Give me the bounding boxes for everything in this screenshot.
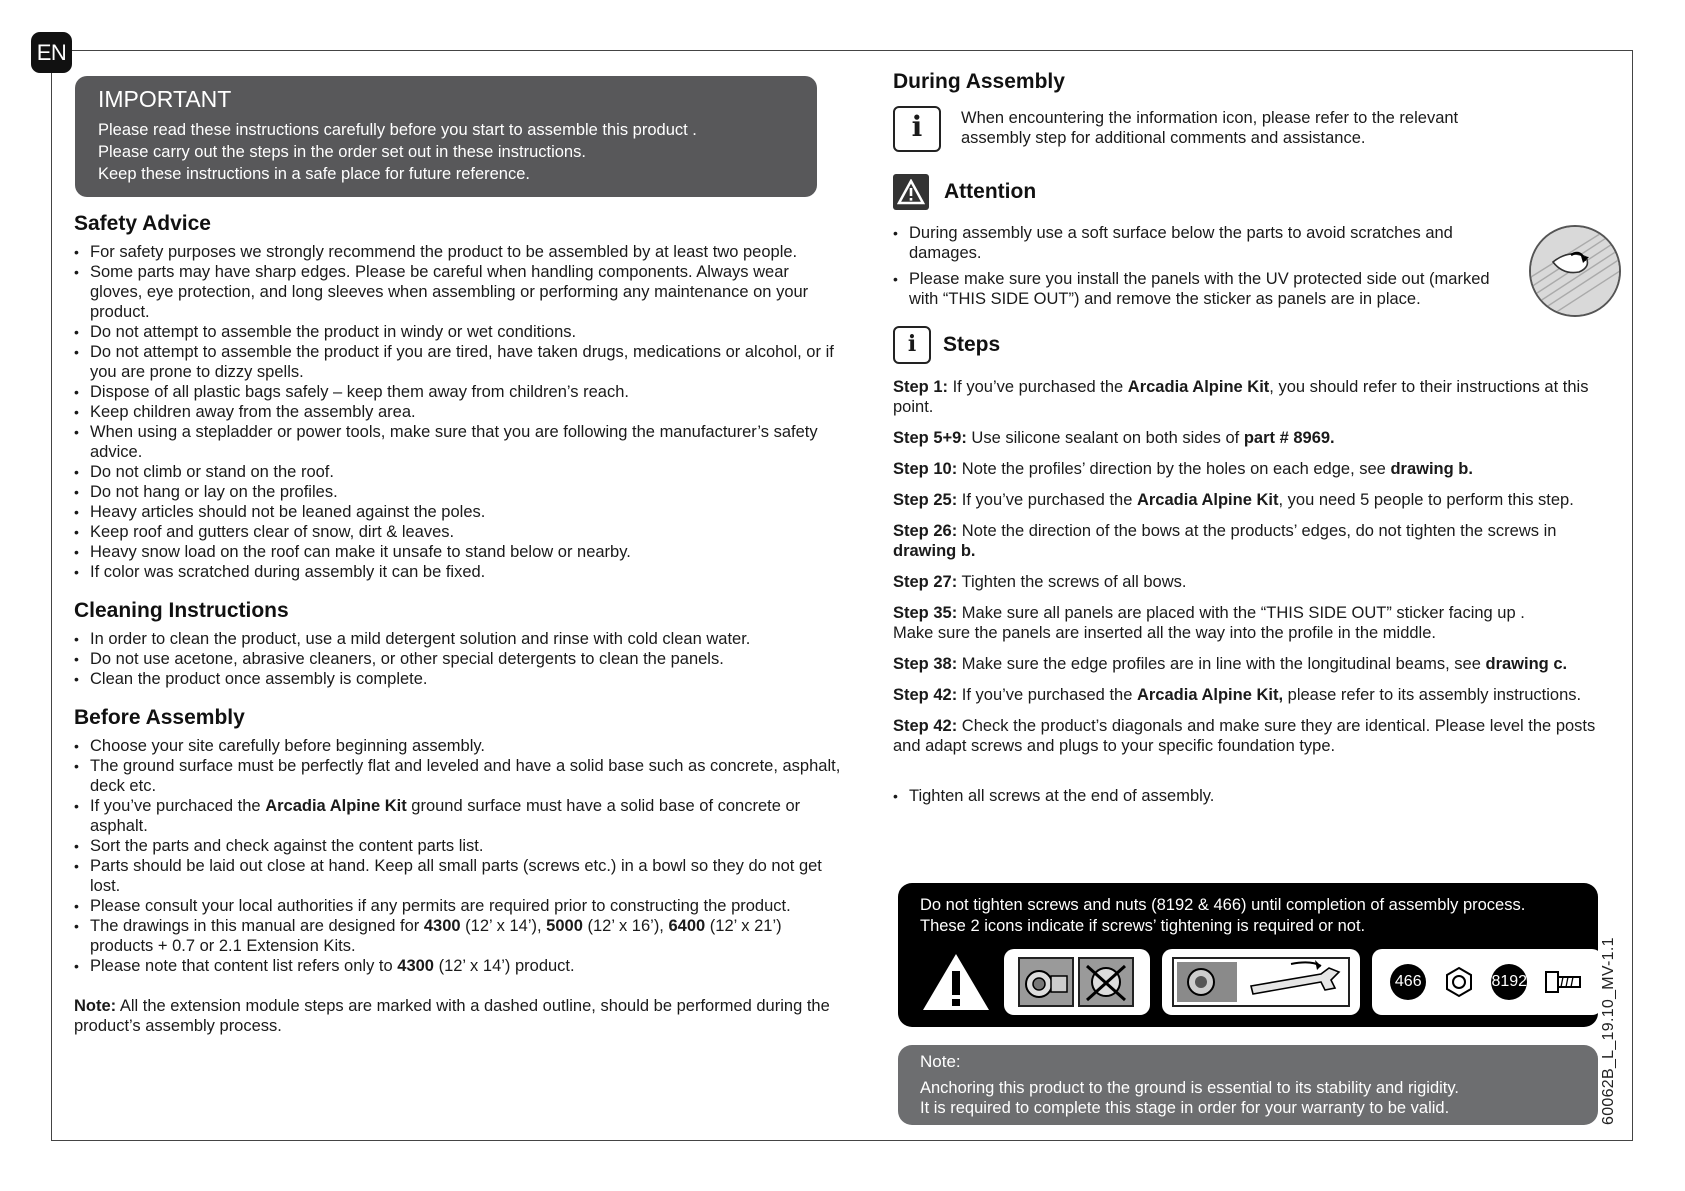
anchor-note-line: Anchoring this product to the ground is essential to its stability and rigidity. [920,1079,1459,1097]
loose-screws-icon [1017,956,1137,1008]
warning-triangle-icon [920,951,992,1013]
info-row [893,106,1615,152]
step-item: Step 27: Tighten the screws of all bows. [893,573,1187,591]
warning-icon [893,174,929,210]
list-item: • Dispose of all plastic bags safely – keep them away from children’s reach. [74,382,842,402]
safety-title: Safety Advice [74,212,211,235]
screws-warning-box [898,883,1598,1027]
step-item: Step 25: If you’ve purchased the Arcadia Alpine Kit, you need 5 people to perform this step. [893,491,1574,509]
list-item: • Choose your site carefully before beginning assembly. [74,736,842,756]
step-item: Step 1: If you’ve purchased the Arcadia Alpine Kit, you should refer to their instructions at this point. [893,378,1589,416]
final-bullet: • Tighten all screws at the end of assembly. [893,786,1615,806]
list-item: • For safety purposes we strongly recommend the product to be assembled by at least two people. [74,242,842,262]
list-item: • Do not attempt to assemble the product if you are tired, have taken drugs, medications or alcohol, or if you are prone to dizzy spells. [74,342,842,382]
list-item: • Sort the parts and check against the content parts list. [74,836,842,856]
right-column [893,70,1615,806]
language-badge: EN [31,32,72,73]
info-icon: i [893,326,931,364]
important-line: Keep these instructions in a safe place for future reference. [98,165,530,183]
wrench-tighten-icon [1171,956,1351,1008]
extension-note: Note: All the extension module steps are marked with a dashed outline, should be performed during the product’s assembly process. [74,997,830,1035]
list-item: • In order to clean the product, use a mild detergent solution and rinse with cold clean water. [74,629,842,649]
list-item: • Heavy articles should not be leaned against the poles. [74,502,842,522]
list-item: • When using a stepladder or power tools, make sure that you are following the manufacturer’s safety advice. [74,422,842,462]
list-item: • The ground surface must be perfectly flat and leveled and have a solid base such as concrete, asphalt, deck etc. [74,756,842,796]
steps-list [893,377,1615,756]
important-box [75,76,817,197]
info-text: When encountering the information icon, please refer to the relevant assembly step for additional comments and assistance. [961,109,1459,147]
list-item: • Do not attempt to assemble the product in windy or wet conditions. [74,322,842,342]
list-item: • Clean the product once assembly is complete. [74,669,842,689]
step-item: Step 42: If you’ve purchased the Arcadia Alpine Kit, please refer to its assembly instructions. [893,686,1582,704]
nut-icon [1443,966,1475,998]
anchor-note-title: Note: [920,1052,961,1071]
attention-header [893,174,1615,210]
list-item: • Do not use acetone, abrasive cleaners, or other special detergents to clean the panels. [74,649,842,669]
step-item: Step 26: Note the direction of the bows at the products’ edges, do not tighten the screws in drawing b. [893,522,1557,560]
before-list [74,736,842,976]
list-item: • During assembly use a soft surface below the parts to avoid scratches and damages. [893,223,1513,263]
steps-title: Steps [943,333,1001,356]
part-466-badge: 466 [1390,964,1426,1000]
part-8192-badge: 8192 [1491,964,1527,1000]
safety-list [74,242,842,582]
list-item: • Heavy snow load on the roof can make it unsafe to stand below or nearby. [74,542,842,562]
screws-icon-row [920,949,1614,1015]
final-list [893,786,1615,806]
during-title: During Assembly [893,70,1065,93]
list-item: • Please note that content list refers only to 4300 (12’ x 14’) product. [74,956,842,976]
list-item: • Please consult your local authorities if any permits are required prior to constructing the product. [74,896,842,916]
anchor-note-box [898,1045,1598,1125]
list-item: • If you’ve purchaced the Arcadia Alpine Kit ground surface must have a solid base of concrete or asphalt. [74,796,842,836]
list-item: • Some parts may have sharp edges. Please be careful when handling components. Always wear gloves, eye protection, and long sleeves when assembling or performing any maintenance on your product. [74,262,842,322]
before-title: Before Assembly [74,706,245,729]
no-tighten-icon-card [1004,949,1150,1015]
attention-list [893,223,1513,309]
list-item: • Do not climb or stand on the roof. [74,462,842,482]
screws-line: Do not tighten screws and nuts (8192 & 466) until completion of assembly process. [920,896,1526,914]
info-icon: i [893,106,941,152]
step-item: Step 10: Note the profiles’ direction by the holes on each edge, see drawing b. [893,460,1473,478]
anchor-note-line: It is required to complete this stage in order for your warranty to be valid. [920,1099,1450,1117]
list-item: • Keep roof and gutters clear of snow, dirt & leaves. [74,522,842,542]
important-line: Please carry out the steps in the order set out in these instructions. [98,143,586,161]
sticker-illustration-icon [1529,225,1621,317]
tighten-icon-card [1162,949,1360,1015]
list-item: • The drawings in this manual are designed for 4300 (12’ x 14’), 5000 (12’ x 16’), 6400 (12’ x 21’) products + 0.7 or 2.1 Extension Kits. [74,916,842,956]
list-item: • If color was scratched during assembly it can be fixed. [74,562,842,582]
list-item: • Do not hang or lay on the profiles. [74,482,842,502]
screws-line: These 2 icons indicate if screws’ tightening is required or not. [920,917,1366,935]
document-code: 60062B_L_19.10_MV-1.1 [1600,937,1617,1125]
important-line: Please read these instructions carefully before you start to assemble this product . [98,121,697,139]
step-item: Step 42: Check the product’s diagonals and make sure they are identical. Please level the posts and adapt screws and plugs to your specific foundation type. [893,717,1596,755]
step-item: Step 5+9: Use silicone sealant on both sides of part # 8969. [893,429,1335,447]
bolt-icon [1544,966,1584,998]
cleaning-title: Cleaning Instructions [74,599,289,622]
list-item: • Please make sure you install the panels with the UV protected side out (marked with “THIS SIDE OUT”) and remove the sticker as panels are in place. [893,269,1513,309]
cleaning-list [74,629,842,689]
left-column [74,76,842,1036]
steps-header [893,326,1615,364]
list-item: • Keep children away from the assembly area. [74,402,842,422]
list-item: • Parts should be laid out close at hand. Keep all small parts (screws etc.) in a bowl so they do not get lost. [74,856,842,896]
parts-icon-card [1372,949,1602,1015]
step-item: Step 35: Make sure all panels are placed with the “THIS SIDE OUT” sticker facing up . Make sure the panels are inserted all the way into the profile in the middle. [893,604,1525,642]
attention-title: Attention [944,180,1037,203]
important-title: IMPORTANT [98,86,232,112]
step-item: Step 38: Make sure the edge profiles are in line with the longitudinal beams, see drawing c. [893,655,1568,673]
